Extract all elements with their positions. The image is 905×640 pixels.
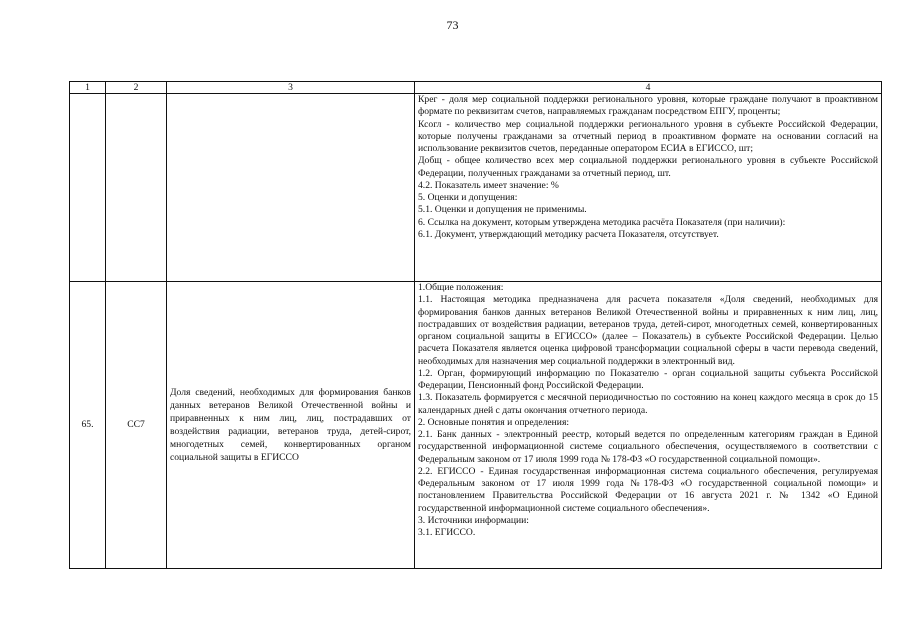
indicator-code-cell [106,94,167,282]
methodology-cell [415,282,882,569]
methodology-line: 2.2. ЕГИССО - Единая государственная информационная система социального обеспечения, регулируемая Федеральным законом от 17 июля 1999 года №178-ФЗ «О государственной социальной помощи» и постановлением Правительства Российской Федерации от 16 августа 2021 г. № 1342 «О Единой государственной информационной системе социального обеспечения». [418,465,878,514]
methodology-line: 2.1. Банк данных - электронный реестр, который ведется по определенным категориям граждан в Единой государственной информационной системе социального обеспечения, осуществляемого в соответствии с Федеральным законом от 17 июля 1999 года № 178-ФЗ «О государственной социальной помощи». [418,429,878,465]
row-number-cell [70,94,106,282]
methodology-line: 4.2. Показатель имеет значение: % [418,179,559,191]
methodology-line: 1.2. Орган, формирующий информацию по Показателю - орган социальной защиты субъекта Российской Федерации, Пенсионный фонд Российской Федерации. [418,367,878,391]
methodology-line: 1.3. Показатель формируется с месячной периодичностью по состоянию на конец каждого месяца в срок до 15 календарных дней с даты окончания отчетного периода. [418,392,878,416]
indicator-name-cell: Доля сведений, необходимых для формирования банков данных ветеранов Великой Отечественной войны и приравненных к ним лиц, лиц, пострадавших от воздействия радиации, ветеранов труда, детей-сирот, многодетных семей, конвертированных органом социальной защиты в ЕГИССО [167,282,415,569]
table-row [70,282,882,569]
methodology-line: 3.1. ЕГИССО. [418,527,476,538]
methodology-line: 6.1. Документ, утверждающий методику расчета Показателя, отсутствует. [418,228,719,240]
methodology-line: 2. Основные понятия и определения: [418,416,570,428]
table-row [70,94,882,282]
indicator-table [69,81,882,569]
methodology-line: Крег - доля мер социальной поддержки регионального уровня, которые граждане получают в проактивном формате по реквизитам счетов, направляемых гражданам посредством ЕПГУ, проценты; [418,94,878,118]
indicator-name-cell [167,94,415,282]
table-header-row [70,82,882,94]
methodology-line: 6. Ссылка на документ, которым утверждена методика расчёта Показателя (при наличии): [418,216,786,228]
column-header-3: 3 [167,82,415,94]
methodology-line: Добщ - общее количество всех мер социальной поддержки регионального уровня в субъекте Российской Федерации, полученных гражданами за отчетный период, шт. [418,155,878,179]
indicator-code-cell: СС7 [106,282,167,569]
methodology-line: 5. Оценки и допущения: [418,192,518,203]
row-number-cell: 65. [70,282,106,569]
column-header-4: 4 [415,82,882,94]
methodology-line: 3. Источники информации: [418,514,529,526]
methodology-line: 5.1. Оценки и допущения не применимы. [418,204,587,216]
methodology-line: 1.Общие положения: [418,282,504,293]
column-header-1: 1 [70,82,106,94]
column-header-2: 2 [106,82,167,94]
page-number: 73 [446,18,459,32]
methodology-cell [415,94,882,282]
methodology-line: 1.1. Настоящая методика предназначена для расчета показателя «Доля сведений, необходимых для формирования банков данных ветеранов Великой Отечественной войны и приравненных к ним лиц, лиц, пострадавших от воздействия радиации, ветеранов труда, детей-сирот, многодетных семей, конвертированных органом социальной защиты в ЕГИССО» (далее – Показатель) в субъекте Российской Федерации. Целью расчета Показателя является оценка цифровой трансформации социальной сферы в части перевода сведений, необходимых для назначения мер социальной поддержки в электронный вид. [418,294,878,367]
methodology-line: Ксогл - количество мер социальной поддержки регионального уровня в субъекте Российской Федерации, которые получены гражданами за отчетный период в проактивном формате на основании согласий на использование реквизитов счетов, переданные оператором ЕСИА в ЕГИССО, шт; [418,118,878,154]
